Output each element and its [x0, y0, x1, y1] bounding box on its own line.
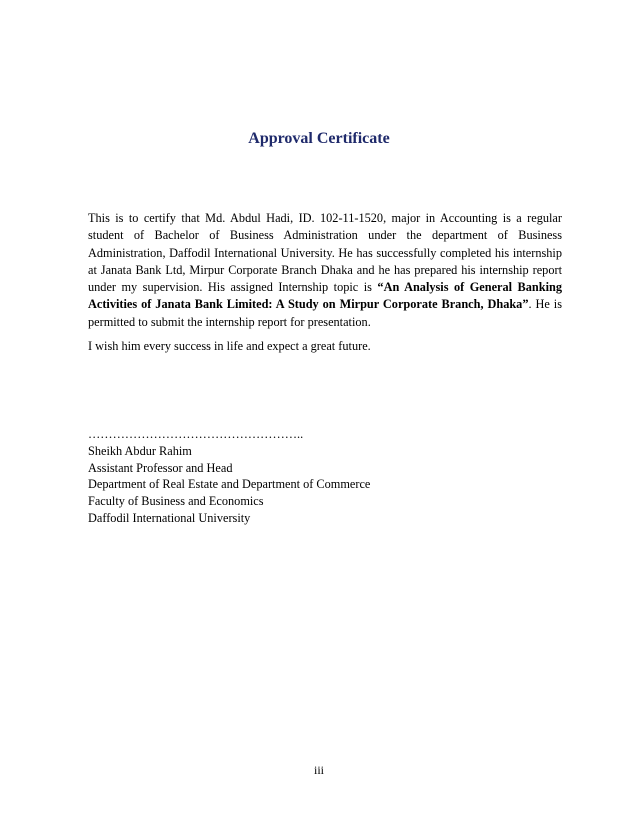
signatory-name: Sheikh Abdur Rahim — [88, 443, 192, 458]
signatory-department: Department of Real Estate and Department of Commerce — [88, 477, 371, 492]
internship-topic: “An Analysis of General Banking Activities of Janata Bank Limited: A Study on Mirpur Corporate Branch, Dhaka” — [88, 280, 562, 312]
certificate-outro-text: . He is permitted to submit the internship report for presentation. — [88, 297, 562, 329]
page-title: Approval Certificate — [248, 130, 390, 147]
signatory-position: Assistant Professor and Head — [88, 460, 233, 475]
signature-block — [88, 426, 562, 527]
certificate-intro-text: This is to certify that Md. Abdul Hadi, ID. 102-11-1520, major in Accounting is a regular student of Bachelor of Business Administration under the department of Business Administration, Daffodil International University. He has successfully completed his internship at Janata Bank Ltd, Mirpur Corporate Branch Dhaka and he has prepared his internship report under my supervision. His assigned Internship topic is — [88, 211, 562, 295]
certificate-paragraph — [88, 210, 562, 331]
signatory-faculty: Faculty of Business and Economics — [88, 494, 264, 509]
page-number: iii — [313, 763, 324, 777]
wish-statement: I wish him every success in life and expect a great future. — [88, 339, 371, 353]
signatory-university: Daffodil International University — [88, 510, 251, 525]
signature-line: …………………………………………….. — [88, 427, 304, 441]
